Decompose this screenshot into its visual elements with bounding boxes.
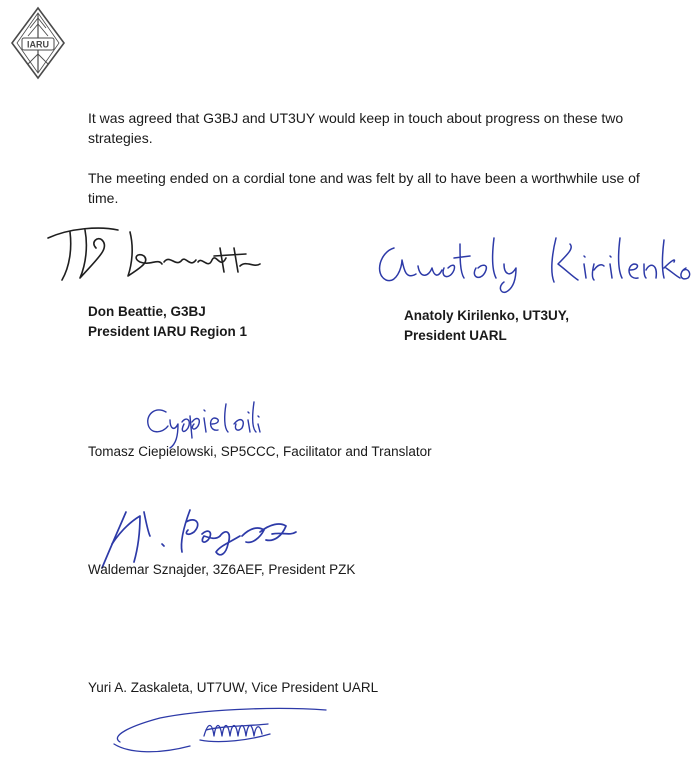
paragraph-meeting-ended: The meeting ended on a cordial tone and was felt by all to have been a worthwhile use of time.: [88, 170, 640, 206]
signatory-tomasz-ciepielowski: [88, 442, 432, 462]
logo-text: IARU: [27, 39, 49, 50]
paragraph-progress: It was agreed that G3BJ and UT3UY would keep in touch about progress on these two strategies.: [88, 110, 624, 146]
signatory-title: President UARL: [404, 328, 507, 343]
signatory-name: Don Beattie, G3BJ: [88, 304, 206, 319]
signatory-don-beattie: [88, 302, 247, 342]
signatory-anatoly-kirilenko: [404, 306, 569, 346]
signatory-yuri-zaskaleta: [88, 678, 378, 698]
signatory-name: Anatoly Kirilenko, UT3UY,: [404, 308, 570, 323]
signature-yuri-zaskaleta: [100, 700, 340, 760]
signatory-name: Waldemar Sznajder, 3Z6AEF, President PZK: [88, 562, 356, 577]
signatory-name: Tomasz Ciepielowski, SP5CCC, Facilitator and Translator: [88, 444, 432, 459]
signatory-title: President IARU Region 1: [88, 324, 248, 339]
signatory-name: Yuri A. Zaskaleta, UT7UW, Vice President UARL: [88, 680, 379, 695]
signature-anatoly-kirilenko: [372, 224, 692, 294]
iaru-logo: [8, 6, 68, 80]
signatory-waldemar-sznajder: [88, 560, 355, 580]
signature-don-beattie: [40, 218, 270, 288]
